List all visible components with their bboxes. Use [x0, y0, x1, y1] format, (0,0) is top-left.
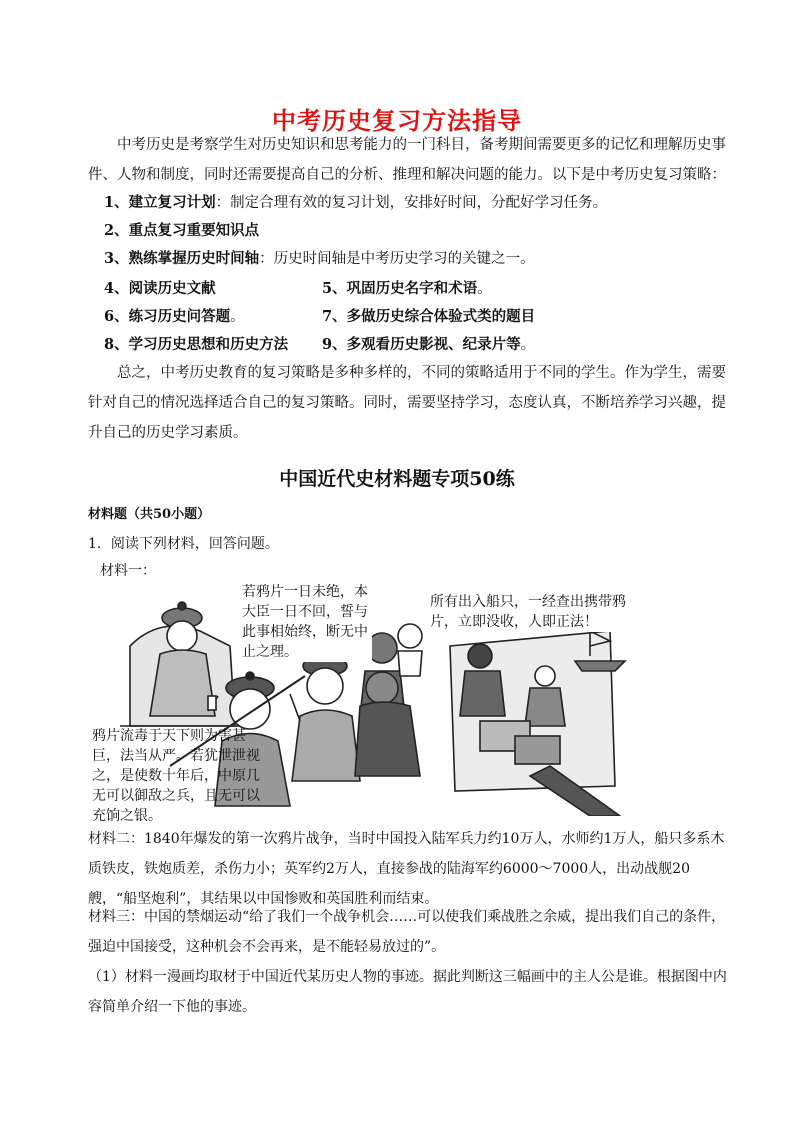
intro-text: 中考历史是考察学生对历史知识和思考能力的一门科目，备考期间需要更多的记忆和理解历史事件、人物和制度，同时还需要提高自己的分析、推理和解决问题的能力。以下是中考历史复习策略：	[88, 137, 726, 183]
page-title: 中考历史复习方法指导	[272, 107, 522, 135]
strategy-9: 9、多观看历史影视、纪录片等。	[322, 336, 536, 353]
intro-paragraph	[88, 130, 728, 190]
sub-question-1: （1）材料一漫画均取材于中国近代某历史人物的事迹。据此判断这三幅画中的主人公是谁。根据图中内容简单介绍一下他的事迹。	[88, 969, 727, 1015]
speech-bubble-right: 所有出入船只，一经查出携带鸦片，立即没收，人即正法！	[430, 592, 630, 632]
strategy-8: 8、学习历史思想和历史方法	[104, 336, 289, 353]
material-3: 材料三：中国的禁烟运动“给了我们一个战争机会……可以使我们乘战胜之余威，提出我们自己的条件，强迫中国接受，这种机会不会再来，是不能轻易放过的”。	[88, 909, 726, 955]
cartoon-illustration	[92, 576, 640, 824]
strategy-7: 7、多做历史综合体验式类的题目	[322, 308, 536, 325]
question-1: 1．阅读下列材料，回答问题。	[88, 536, 279, 552]
material-1-label: 材料一：	[100, 563, 156, 579]
harbor-scene	[450, 626, 625, 816]
caption-left: 鸦片流毒于天下则为害甚巨，法当从严。若犹泄泄视之，是使数十年后，中原几无可以御敌之兵，且无可以充饷之银。	[92, 728, 260, 824]
conclusion-paragraph	[88, 358, 728, 448]
conclusion-text: 总之，中考历史教育的复习策略是多种多样的，不同的策略适用于不同的学生。作为学生，需要针对自己的情况选择适合自己的复习策略。同时，需要坚持学习，态度认真，不断培养学习兴趣，提升自己的历史学习素质。	[88, 365, 726, 441]
strategy-1: 1、建立复习计划：制定合理有效的复习计划，安排好时间，分配好学习任务。	[104, 194, 608, 211]
strategy-3: 3、熟练掌握历史时间轴：历史时间轴是中考历史学习的关键之一。	[104, 250, 535, 267]
emperor-figure	[120, 602, 240, 726]
section-label: 材料题（共50小题）	[88, 507, 211, 522]
lin-zexu-figure	[290, 652, 360, 781]
strategy-2: 2、重点复习重要知识点	[104, 222, 260, 239]
section-title: 中国近代史材料题专项50练	[279, 468, 515, 490]
material-2: 材料二：1840年爆发的第一次鸦片战争，当时中国投入陆军兵力约10万人，水师约1万人，船只多系木质铁皮，铁炮质差，杀伤力小；英军约2万人，直接参战的陆海军约6000～7000人，出动战舰20艘，“船坚炮利”，其结果以中国惨败和英国胜利而结束。	[88, 831, 725, 907]
strategy-5: 5、巩固历史名字和术语。	[322, 280, 492, 297]
strategy-4: 4、阅读历史文献	[104, 280, 216, 297]
strategy-6: 6、练习历史问答题。	[104, 308, 245, 325]
speech-bubble-center: 若鸦片一日未绝，本大臣一日不回，誓与此事相始终，断无中止之理。	[242, 582, 372, 662]
